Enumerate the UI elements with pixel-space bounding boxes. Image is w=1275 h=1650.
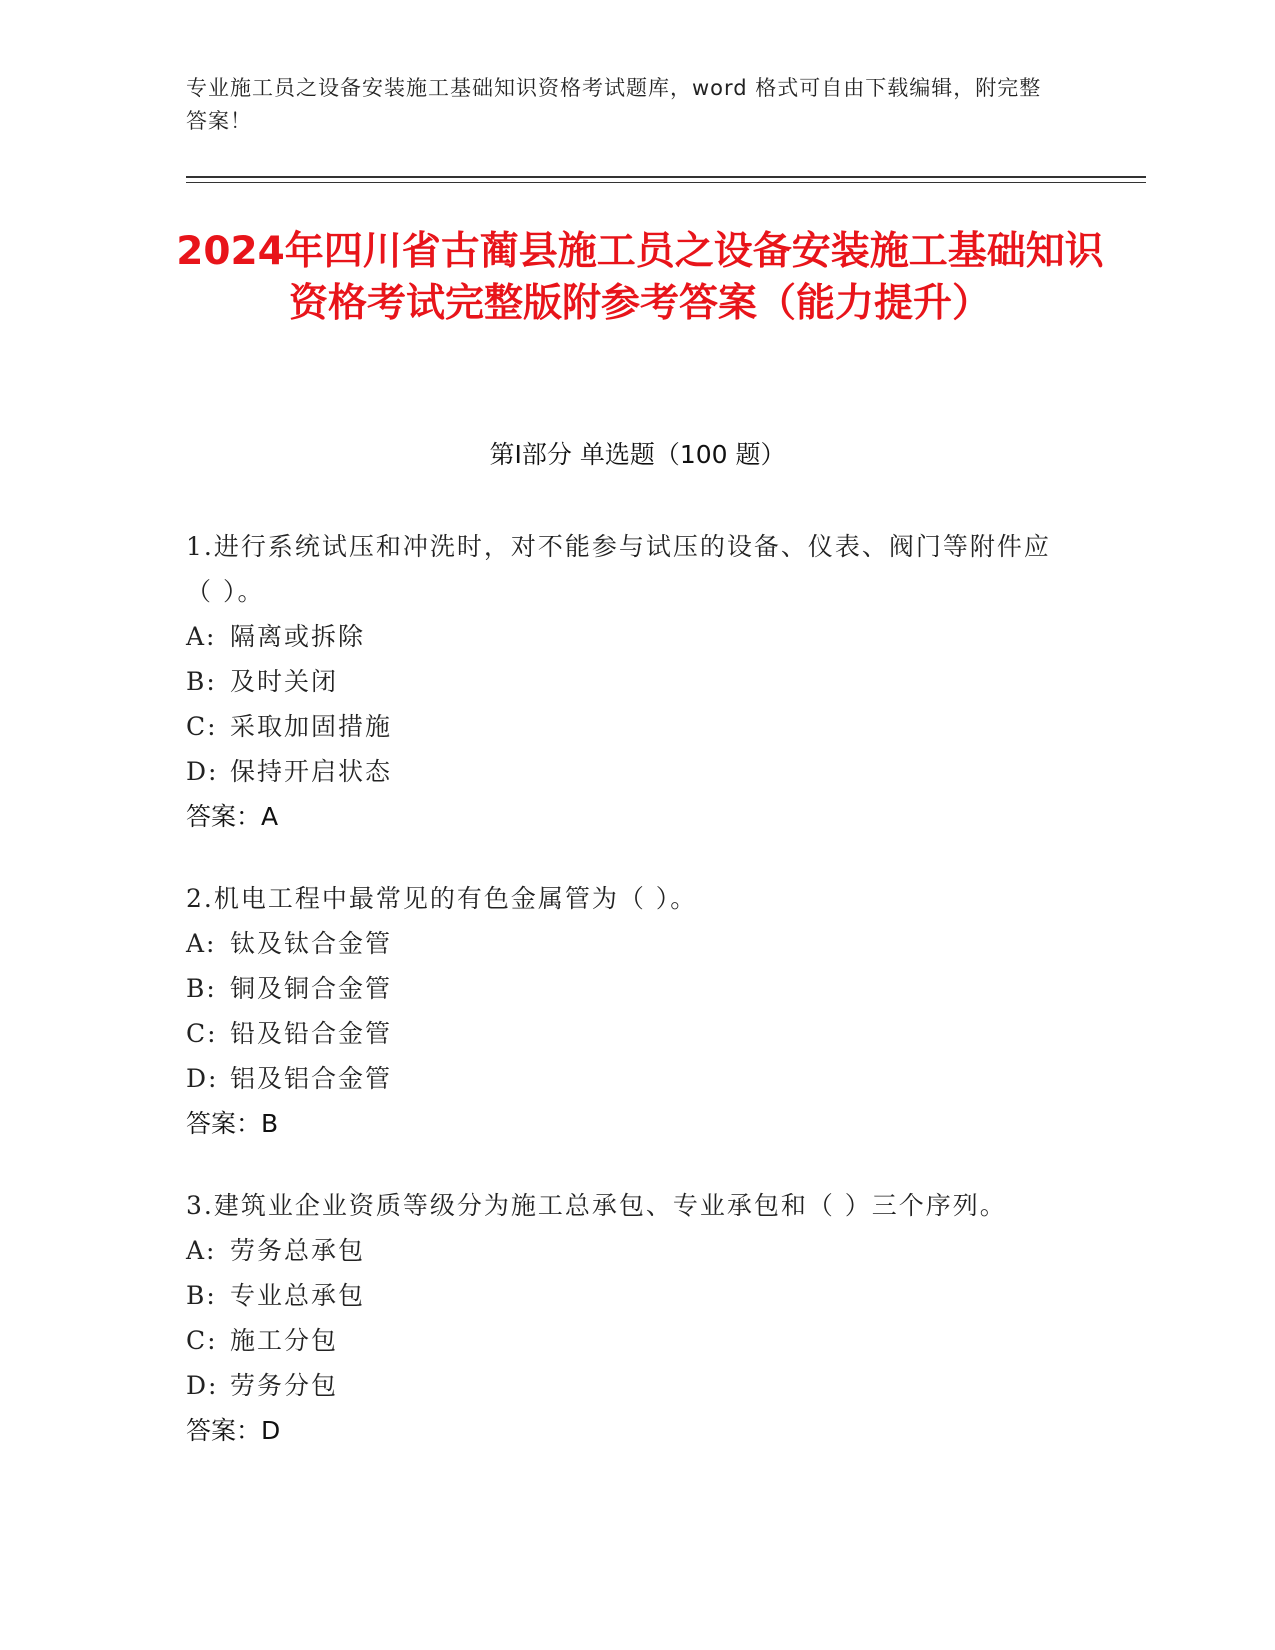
option-text: 施工分包 xyxy=(230,1326,339,1355)
option-text: 铜及铜合金管 xyxy=(230,974,393,1003)
option-letter: A: xyxy=(186,1236,217,1265)
option-letter: C: xyxy=(186,712,218,741)
header-rule-thick xyxy=(186,176,1146,178)
option-letter: D: xyxy=(186,1064,219,1093)
question-2 xyxy=(186,876,1066,1146)
option-letter: A: xyxy=(186,929,217,958)
option-a xyxy=(186,1228,1066,1273)
option-b xyxy=(186,659,1066,704)
header-note: 专业施工员之设备安装施工基础知识资格考试题库，word 格式可自由下载编辑，附完整答案！ xyxy=(186,76,1042,133)
option-letter: A: xyxy=(186,622,217,651)
question-stem: 3.建筑业企业资质等级分为施工总承包、专业承包和（ ）三个序列。 xyxy=(186,1191,1007,1220)
option-text: 劳务总承包 xyxy=(230,1236,366,1265)
option-letter: B: xyxy=(186,667,217,696)
option-letter: C: xyxy=(186,1019,218,1048)
option-letter: B: xyxy=(186,1281,217,1310)
question-1 xyxy=(186,524,1066,839)
option-text: 铝及铝合金管 xyxy=(230,1064,393,1093)
option-d xyxy=(186,1363,1066,1408)
option-text: 钛及钛合金管 xyxy=(230,929,393,958)
option-a xyxy=(186,921,1066,966)
option-c xyxy=(186,1011,1066,1056)
document-title: 2024年四川省古蔺县施工员之设备安装施工基础知识资格考试完整版附参考答案（能力提升） xyxy=(176,229,1104,326)
option-text: 隔离或拆除 xyxy=(230,622,366,651)
answer-line: 答案：A xyxy=(186,802,279,831)
option-letter: D: xyxy=(186,1371,219,1400)
option-text: 专业总承包 xyxy=(230,1281,366,1310)
header-rule-thin xyxy=(186,182,1146,183)
option-c xyxy=(186,704,1066,749)
option-text: 保持开启状态 xyxy=(230,757,393,786)
option-c xyxy=(186,1318,1066,1363)
option-text: 及时关闭 xyxy=(230,667,339,696)
option-letter: C: xyxy=(186,1326,218,1355)
option-d xyxy=(186,749,1066,794)
option-text: 铅及铅合金管 xyxy=(230,1019,393,1048)
option-text: 采取加固措施 xyxy=(230,712,393,741)
option-d xyxy=(186,1056,1066,1101)
question-list xyxy=(186,524,1066,1490)
question-3 xyxy=(186,1183,1066,1453)
option-b xyxy=(186,966,1066,1011)
option-text: 劳务分包 xyxy=(230,1371,339,1400)
option-b xyxy=(186,1273,1066,1318)
question-stem: 2.机电工程中最常见的有色金属管为（ ）。 xyxy=(186,884,698,913)
option-letter: D: xyxy=(186,757,219,786)
option-letter: B: xyxy=(186,974,217,1003)
question-stem: 1.进行系统试压和冲洗时，对不能参与试压的设备、仪表、阀门等附件应（ ）。 xyxy=(186,532,1051,606)
answer-line: 答案：D xyxy=(186,1416,281,1445)
section-title: 第Ⅰ部分 单选题（100 题） xyxy=(489,440,786,469)
option-a xyxy=(186,614,1066,659)
answer-line: 答案：B xyxy=(186,1109,279,1138)
